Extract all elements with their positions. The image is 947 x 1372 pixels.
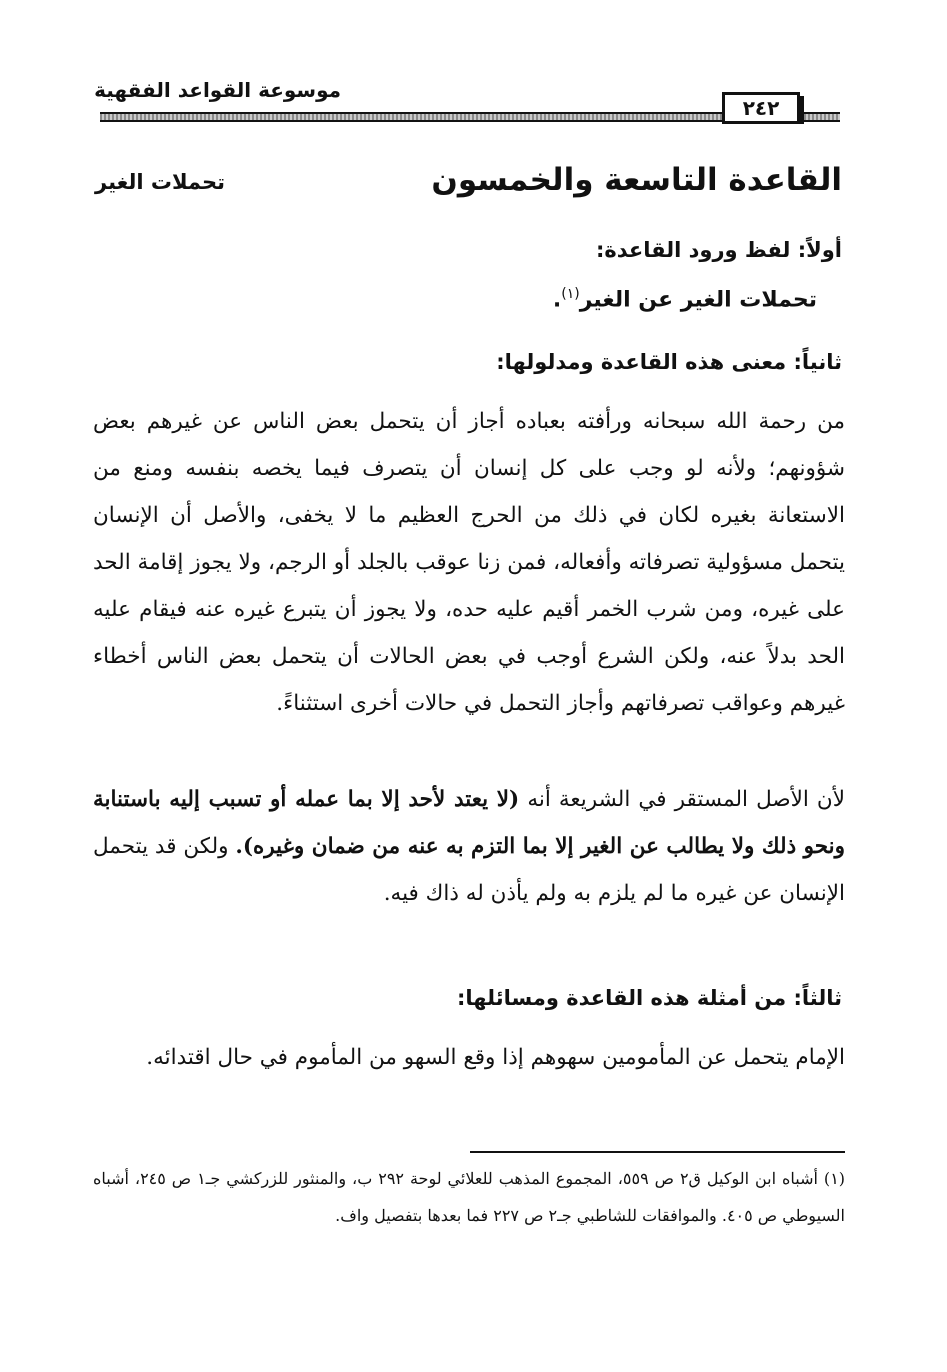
- rule-title: القاعدة التاسعة والخمسون: [431, 162, 842, 198]
- rule-statement-period: .: [552, 287, 562, 313]
- rule-statement: [553, 286, 817, 312]
- principle-paragraph: [93, 776, 845, 917]
- section-heading-3: ثالثاً: من أمثلة هذه القاعدة ومسائلها:: [456, 986, 842, 1010]
- page-number: ٢٤٢: [722, 92, 800, 124]
- rule-keyword: تحملات الغير: [95, 170, 226, 194]
- principle-quote: (لا يعتد لأحد إلا بما عمله أو تسبب إليه باستنابة ونحو ذلك ولا يطالب عن الغير إلا بما التزم به عنه من ضمان وغيره).: [93, 787, 845, 859]
- principle-intro: لأن الأصل المستقر في الشريعة أنه: [527, 787, 845, 812]
- example-paragraph: الإمام يتحمل عن المأمومين سهوهم إذا وقع السهو من المأموم في حال اقتدائه.: [146, 1045, 845, 1070]
- meaning-paragraph: من رحمة الله سبحانه ورأفته بعباده أجاز أن يتحمل بعض الناس عن غيرهم بعض شؤونهم؛ ولأنه لو وجب على كل إنسان أن يتصرف فيما يخصه بنفسه ومنع من الاستعانة بغيره لكان في ذلك من الحرج العظيم ما لا يخفى، والأصل أن الإنسان يتحمل مسؤولية تصرفاته وأفعاله، فمن زنا عوقب بالجلد أو الرجم، ولا يجوز إقامة الحد على غيره، ومن شرب الخمر أقيم عليه حده، ولا يجوز أن يتبرع غيره عنه فيقام عليه الحد بدلاً عنه، ولكن الشرع أوجب في بعض الحالات أن يتحمل بعض الناس أخطاء غيرهم وعواقب تصرفاتهم وأجاز التحمل في حالات أخرى استثناءً.: [93, 409, 845, 716]
- footnote-1: (١) أشباه ابن الوكيل ق٢ ص ٥٥٩، المجموع المذهب للعلائي لوحة ٢٩٢ ب، والمنثور للزركشي جـ١ ص ٢٤٥، أشباه السيوطي ص ٤٠٥. والموافقات للشاطبي جـ٢ ص ٢٢٧ فما بعدها بتفصيل واف.: [93, 1169, 846, 1225]
- section-heading-2: ثانياً: معنى هذه القاعدة ومدلولها:: [496, 350, 842, 374]
- rule-statement-text: تحملات الغير عن الغير: [579, 287, 817, 313]
- principle-conclusion: ولكن قد يتحمل الإنسان عن غيره ما لم يلزم به ولم يأذن له ذاك فيه.: [93, 834, 845, 906]
- footnote-separator: [470, 1151, 845, 1153]
- footnote-ref[interactable]: (١): [561, 286, 580, 302]
- running-header-title: موسوعة القواعد الفقهية: [94, 78, 341, 102]
- section-heading-1: أولاً: لفظ ورود القاعدة:: [595, 238, 842, 262]
